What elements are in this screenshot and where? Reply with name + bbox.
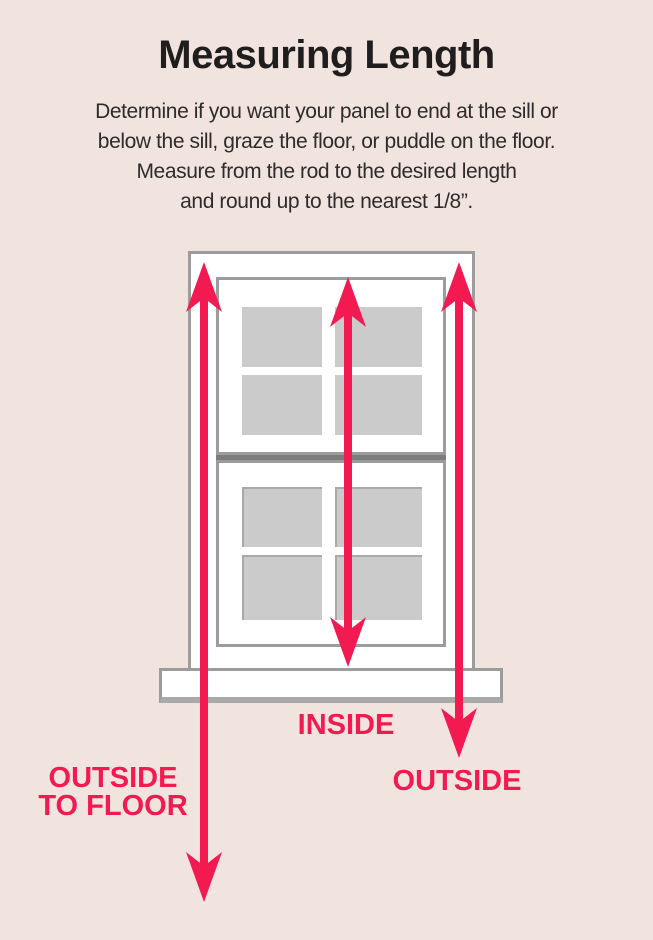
- outside-to-floor-label: [38, 764, 187, 820]
- outside-to-floor-line-1: OUTSIDE: [48, 762, 178, 794]
- description-line-4: and round up to the nearest 1/8”.: [180, 190, 473, 213]
- description-line-3: Measure from the rod to the desired length: [136, 160, 517, 183]
- arrow-head-down: [186, 852, 222, 902]
- upper-pane-grid: [242, 307, 422, 435]
- window-pane: [242, 307, 322, 367]
- window-pane: [335, 307, 422, 367]
- window-pane: [335, 375, 422, 435]
- window-pane: [242, 555, 322, 620]
- description-text: [0, 97, 653, 217]
- window-pane: [242, 375, 322, 435]
- page-title: Measuring Length: [158, 33, 495, 77]
- outside-to-floor-line-2: TO FLOOR: [38, 790, 188, 822]
- outside-label: OUTSIDE: [392, 765, 522, 797]
- description-line-2: below the sill, graze the floor, or puddle on the floor.: [97, 130, 556, 153]
- inside-label: INSIDE: [297, 709, 395, 741]
- window-sill: [159, 668, 503, 703]
- window-pane: [335, 555, 422, 620]
- window-pane: [335, 487, 422, 547]
- description-line-1: Determine if you want your panel to end at the sill or: [95, 100, 558, 123]
- arrow-head-down: [441, 708, 477, 758]
- lower-pane-grid: [242, 487, 422, 620]
- window-pane: [242, 487, 322, 547]
